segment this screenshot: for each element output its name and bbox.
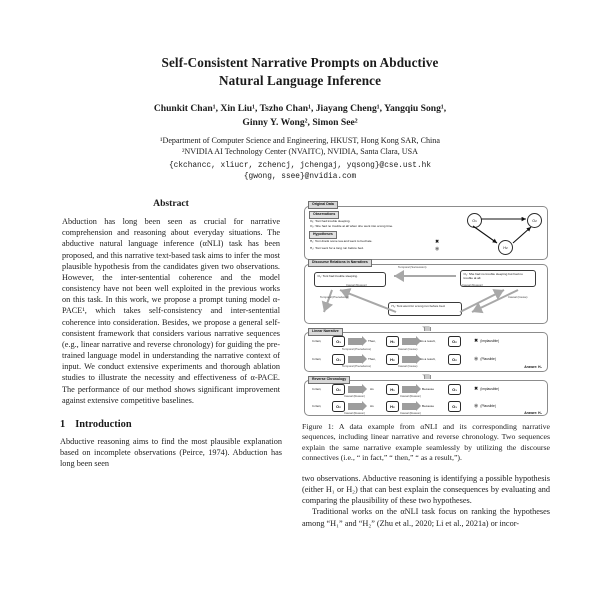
seq-arrow-linear-1b [402,338,416,345]
linear-label-causal-1: Causal (Cause) [398,347,418,351]
discourse-box-h2: H₂: Toni went for a long run before bed. [388,302,462,316]
right-paragraph-2: Traditional works on the αNLI task focus on ranking the hypotheses among “H₁” and “H₂” (Zhu et al., 2020; Li et al., 2021a) or incor- [302,507,550,528]
verdict-rev-2-text: (Plausible) [480,404,496,408]
seq-linear-2-h2: H₂ [386,354,399,365]
connective-infact-2: In fact, [312,357,322,361]
cross-mark-icon: ✖ [474,386,479,392]
rev-label-causal-1b: Causal (Reason) [400,394,421,398]
relation-label-mid-right: Causal (Reason) [462,283,483,287]
verdict-linear-2-text: (Plausible) [480,357,496,361]
seq-arrow-rev-2b [402,403,416,410]
seq-rev-1-h1: H₁ [386,384,399,395]
rev-label-causal-2: Causal (Reason) [344,411,365,415]
verdict-linear-1 [474,338,499,344]
panel-original-data-label: Original Data [308,201,338,209]
graph-node-h2: H 2 [498,240,513,255]
author-list [58,102,542,129]
hypothesis-1: H₁: Toni drank some tea and went to bed late. [310,239,373,243]
connective-because-2: Because [422,404,435,408]
seq-rev-2-h2: H₂ [386,401,399,412]
graph-node-o2: O 2 [527,213,542,228]
author-line-1: Chunkit Chan¹, Xin Liu¹, Tszho Chan¹, Jiayang Cheng¹, Yangqiu Song¹, [153,103,447,115]
answer-reverse: Answer: H₂ [524,411,542,415]
right-paragraph-1: two observations. Abductive reasoning is identifying a possible hypothesis (either H₁ or H₂) that can best explain the consequences by evaluating and comparing the plausibility of these two hypotheses. [302,473,550,506]
check-circle-icon: ◉ [474,403,479,409]
connective-then-1: Then, [368,339,376,343]
body-columns [0,198,600,600]
linear-label-causal-2: Causal (Cause) [398,364,418,368]
email-line-2: {gwong, ssee}@nvidia.com [243,172,357,181]
author-line-2: Ginny Y. Wong², Simon See² [242,117,358,129]
connective-then-2: Then, [368,357,376,361]
graph-node-o1: O 1 [467,213,482,228]
verdict-rev-2 [474,403,496,409]
rev-label-causal-1: Causal (Reason) [344,394,365,398]
linear-label-temporal-1: Temporal (Precedence) [342,347,372,351]
connective-infact-1: In fact, [312,339,322,343]
hypotheses-label: Hypotheses [309,231,337,239]
seq-arrow-rev-1a [348,386,362,393]
observation-2: O₂: She had no trouble at all when she went into a long time. [310,224,394,228]
connective-infact-4: In fact, [312,404,322,408]
answer-linear: Answer: H₂ [524,365,542,369]
panel-reverse-label: Reverse Chronology [308,376,350,384]
seq-linear-2-o1: O₁ [332,354,345,365]
linear-label-temporal-2: Temporal (Precedence) [342,364,372,368]
email-block [58,161,542,184]
seq-arrow-rev-2a [348,403,362,410]
section-title: Introduction [75,418,132,430]
cross-mark-icon: ✖ [435,239,440,245]
seq-rev-1-o2: O₂ [332,384,345,395]
email-line-1: {ckchancc, xliucr, zchencj, jchengaj, yqsong}@cse.ust.hk [168,161,432,170]
cross-mark-icon: ✖ [474,338,479,344]
connective-asaresult-2: As a result, [420,357,436,361]
connective-because-1: Because [422,387,435,391]
verdict-linear-1-text: (Implausible) [480,339,500,343]
verdict-rev-1-text: (Implausible) [480,387,500,391]
abstract-body [60,216,282,406]
figure-caption: Figure 1: A data example from αNLI and its corresponding narrative sequences, including linear narrative and reverse chronology. Two sequences explain the same narrative example seamlessly by utilizing the discourse connectives (i.e., “ in fact,” “ then,” “ as a result,”). [302,422,550,463]
seq-arrow-linear-2a [348,356,362,363]
relation-label-left: Temporal (Precedence) [320,295,350,299]
seq-linear-1-h1: H₁ [386,336,399,347]
abstract-text: Abduction has long been seen as crucial for narrative comprehension and reasoning about everyday situations. The abductive natural language inference (αNLI) task has been proposed, and this narrative text-based task aims to infer the most plausible hypothesis from the candidates given two observations. However, the inter-sentential coherence and the model consistency have not been well exploited in the previous works on this task. In this work, we propose a prompt tuning model α-PACE¹, which takes self-consistency and inter-sentential coherence into consideration. Besides, we propose a general self-consistent framework that considers various narrative sequences (e.g., linear narrative and reverse chronology) for guiding the pre-trained language model in understanding the narrative context of input. We conduct extensive experiments and thorough ablation studies to illustrate the necessity and effectiveness of α-PACE. The performance of our method shows significant improvement against extensive competitive baselines. [62,217,280,405]
seq-rev-1-o1: O₁ [448,384,461,395]
hypothesis-2: H₂: Toni went for a long run before bed. [310,246,364,250]
flow-arrow-down-2 [422,374,430,379]
seq-arrow-rev-1b [402,386,416,393]
introduction-heading [60,419,282,430]
title-block [0,0,600,183]
connective-as-2: As [370,404,374,408]
seq-linear-1-o2: O₂ [448,336,461,347]
discourse-box-o1: O₁: Toni had trouble sleeping. [314,272,386,287]
seq-arrow-linear-1a [348,338,362,345]
check-circle-icon: ◉ [474,356,479,362]
panel-discourse-label: Discourse Relations in Narratives [308,259,372,267]
introduction-paragraph-1: Abductive reasoning aims to find the most plausible explanation based on incomplete observations (Peirce, 1974). Abduction has long been seen [60,436,282,469]
left-column [60,198,282,600]
seq-linear-2-o2: O₂ [448,354,461,365]
page-title [58,54,542,90]
figure-1 [302,198,550,464]
section-number: 1 [60,418,66,430]
verdict-rev-1 [474,386,499,392]
affiliation-1: ¹Department of Computer Science and Engineering, HKUST, Hong Kong SAR, China [160,135,440,145]
figure-1-graphic [302,198,550,416]
flow-arrow-down-1 [422,326,430,331]
seq-rev-2-o2: O₂ [332,401,345,412]
seq-linear-1-o1: O₁ [332,336,345,347]
paper-title-line-1: Self-Consistent Narrative Prompts on Abductive [161,55,439,70]
discourse-arrows [304,264,548,324]
observations-label: Observations [309,211,339,219]
affiliation-2: ²NVIDIA AI Technology Center (NVAITC), NVIDIA, Santa Clara, USA [181,147,418,157]
abstract-heading: Abstract [153,198,189,209]
relation-label-top: Temporal (Succession) [398,265,427,269]
connective-asaresult-1: As a result, [420,339,436,343]
check-circle-icon: ◉ [435,246,440,252]
verdict-linear-2 [474,356,496,362]
relation-label-mid-left: Causal (Reason) [346,283,367,287]
discourse-box-o2: O₂: She had no trouble sleeping but had no trouble at all. [460,270,536,287]
rev-label-causal-2b: Causal (Reason) [400,411,421,415]
graph-edges [462,210,548,260]
relation-label-right: Causal (Cause) [508,295,528,299]
affiliation-block [58,135,542,158]
paper-title-line-2: Natural Language Inference [218,73,382,89]
observation-1: O₁: Toni had trouble sleeping. [310,219,351,223]
seq-rev-2-o1: O₁ [448,401,461,412]
panel-linear-label: Linear Narrative [308,328,343,336]
connective-infact-3: In fact, [312,387,322,391]
seq-arrow-linear-2b [402,356,416,363]
connective-as-1: As [370,387,374,391]
right-column [302,198,550,600]
